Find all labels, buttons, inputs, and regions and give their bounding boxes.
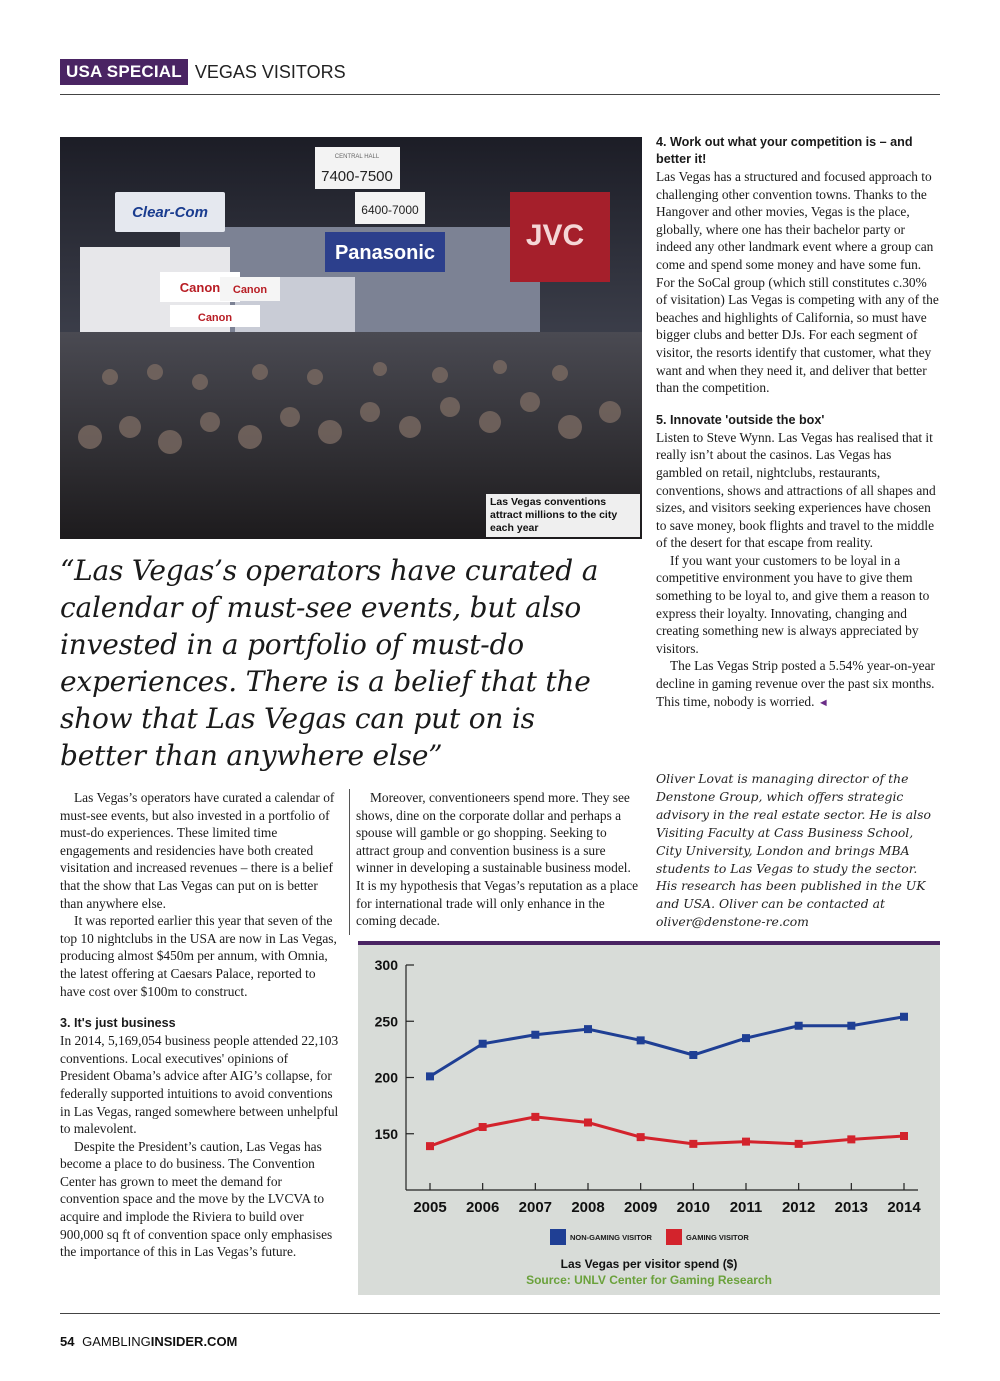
data-point-non-gaming (584, 1025, 592, 1033)
closing-sentence: The Las Vegas Strip posted a 5.54% year-on-year decline in gaming revenue over the past six months. This time, nobody is worried. (656, 658, 935, 709)
data-point-non-gaming (847, 1022, 855, 1030)
paragraph: Moreover, conventioneers spend more. They see shows, dine on the corporate dollar and perhaps a spouse will gamble or go shopping. Seeking to attract group and convention business is a sure winner in developing a sustainable business model. It is my hypothesis that Vegas’s reputation as a place for international trade will only enhance in the coming decade. (356, 790, 639, 929)
data-point-gaming (531, 1113, 539, 1121)
paragraph: Las Vegas has a structured and focused approach to challenging other convention towns. Thanks to the Hangover and other movies, Vegas is the place, globally, where one has their bachelor party or indeed any other landmark event where a group can come and spend some money and have some fun. For the SoCal group (which still constitutes c.30% of visitation) Las Vegas is competing with any of the beaches and highlights of California, so must have bigger clubs and better DJs. For each segment of visitor, the resorts identify that customer, what they want and when they need it, and deliver that better than the competition. (656, 169, 939, 396)
data-point-gaming (637, 1133, 645, 1141)
paragraph (656, 657, 940, 712)
paragraph: In 2014, 5,169,054 business people attended 22,103 conventions. Local executives' opinions of President Obama’s advice after AIG’s collapse, for federally supported intuitions to avoid conventions in Las Vegas, ranged somewhere between unhelpful to malevolent. (60, 1033, 339, 1137)
data-point-non-gaming (689, 1051, 697, 1059)
header-rule (60, 94, 940, 95)
chart-plot (358, 945, 940, 1245)
section-tag: USA SPECIAL (60, 59, 188, 85)
y-tick-label: 150 (374, 1125, 398, 1142)
y-tick-label: 250 (374, 1013, 398, 1030)
data-point-non-gaming (900, 1013, 908, 1021)
sign-canon-1: Canon (179, 280, 221, 295)
legend-label: NON-GAMING VISITOR (570, 1232, 652, 1242)
subheading-5: 5. Innovate 'outside the box' (656, 412, 825, 427)
x-tick-label: 2011 (729, 1199, 763, 1216)
data-point-gaming (742, 1138, 750, 1146)
data-point-gaming (900, 1132, 908, 1140)
paragraph: It was reported earlier this year that seven of the top 10 nightclubs in the USA are now in Las Vegas, producing almost $450m per annum, with Omnia, the latest offering at Caesars Palace, reported to have cost over $100m to construct. (60, 913, 337, 999)
sign-clear-com: Clear-Com (132, 204, 208, 221)
section-header (60, 58, 346, 86)
data-point-gaming (479, 1123, 487, 1131)
paragraph: Despite the President’s caution, Las Vegas has become a place to do business. The Convention Center has grown to meet the demand for convention space and the move by the LVCVA to acquire and implode the Riviera to build over 900,000 sq ft of convention space only emphasises the importance of this in Las Vegas’s future. (60, 1138, 333, 1260)
x-tick-label: 2006 (465, 1199, 500, 1216)
chart-legend (550, 1229, 763, 1245)
data-point-gaming (584, 1119, 592, 1127)
column-divider (349, 789, 350, 935)
paragraph: Las Vegas’s operators have curated a calendar of must-see events, but also invested in a portfolio of must-do experiences. These limited time engagements and residencies have both created visitation and increased revenues – there is a belief that the show that Las Vegas can put on is better than anywhere else. (60, 790, 335, 911)
body-column-1 (60, 789, 340, 1261)
author-bio: Oliver Lovat is managing director of the Denstone Group, which offers strategic advisory in the real estate sector. He is also Visiting Faculty at Cass Business School, City University, London and brings MBA students to Las Vegas to study the sector. His research has been published in the UK and USA. Oliver can be contacted at oliver@denstone-re.com (656, 771, 931, 930)
data-point-gaming (426, 1142, 434, 1150)
site-name-bold: INSIDER.COM (150, 1334, 238, 1349)
sign-jvc: JVC (525, 219, 585, 252)
sign-canon-3: Canon (197, 312, 233, 324)
x-tick-label: 2014 (887, 1199, 921, 1216)
page-number: 54 (60, 1334, 75, 1349)
sign-7400-7500: 7400-7500 (321, 168, 393, 185)
data-point-gaming (847, 1135, 855, 1143)
pull-quote: “Las Vegas’s operators have curated a calendar of must-see events, but also invested in a portfolio of must-do experiences. There is a belief that the show that Las Vegas can put on is better than anywhere else” (60, 554, 599, 772)
convention-photo (60, 137, 642, 539)
subheading-3: 3. It's just business (60, 1016, 176, 1031)
x-tick-label: 2007 (518, 1199, 553, 1216)
x-tick-label: 2013 (834, 1199, 869, 1216)
data-point-non-gaming (637, 1036, 645, 1044)
section-subtitle: VEGAS VISITORS (194, 61, 346, 82)
visitor-spend-chart (358, 941, 940, 1295)
chart-title: Las Vegas per visitor spend ($) (560, 1257, 738, 1271)
site-name-prefix: GAMBLING (82, 1334, 151, 1349)
legend-label: GAMING VISITOR (685, 1232, 749, 1242)
legend-item-gaming (666, 1229, 749, 1245)
x-tick-label: 2008 (571, 1199, 605, 1216)
page-footer (60, 1334, 237, 1349)
end-of-article-icon: ◄ (817, 696, 829, 709)
data-point-non-gaming (479, 1040, 487, 1048)
x-tick-label: 2005 (413, 1199, 447, 1216)
x-tick-label: 2009 (623, 1199, 658, 1216)
data-point-non-gaming (426, 1072, 434, 1080)
photo-caption: Las Vegas conventions attract millions to the city each year (486, 494, 640, 537)
data-point-gaming (795, 1140, 803, 1148)
y-tick-label: 200 (374, 1069, 398, 1086)
body-column-3 (656, 134, 940, 712)
data-point-non-gaming (742, 1034, 750, 1042)
sign-6400-7000: 6400-7000 (361, 203, 419, 217)
legend-swatch-non-gaming (550, 1229, 566, 1245)
body-column-2 (356, 789, 642, 930)
legend-item-non-gaming (550, 1229, 652, 1245)
data-point-non-gaming (795, 1022, 803, 1030)
paragraph: Listen to Steve Wynn. Las Vegas has realised that it really isn’t about the casinos. Las Vegas has gambled on retail, nightclubs, restaurants, conventions, shows and attractions of all shapes and sizes, and visitors seeking experiences have chosen to save money, book flights and travel to the middle of the desert for that escape from reality. (656, 429, 936, 551)
sign-panasonic: Panasonic (334, 242, 436, 264)
legend-swatch-gaming (666, 1229, 682, 1245)
sign-canon-2: Canon (232, 284, 268, 296)
data-point-non-gaming (531, 1031, 539, 1039)
chart-source: Source: UNLV Center for Gaming Research (526, 1273, 772, 1287)
x-tick-label: 2012 (781, 1199, 816, 1216)
paragraph: If you want your customers to be loyal in a competitive environment you have to give them something to be loyal to, and give them a reason to express their loyalty. Innovating, changing and creating something new is always appreciated by visitors. (656, 552, 930, 656)
series-line-gaming (430, 1117, 904, 1146)
x-tick-label: 2010 (676, 1199, 711, 1216)
data-point-gaming (689, 1140, 697, 1148)
y-tick-label: 300 (374, 957, 398, 973)
subheading-4: 4. Work out what your competition is – and better it! (656, 135, 913, 166)
series-line-non-gaming (430, 1017, 904, 1077)
sign-central-hall: CENTRAL HALL (334, 154, 380, 160)
footer-rule (60, 1313, 940, 1314)
